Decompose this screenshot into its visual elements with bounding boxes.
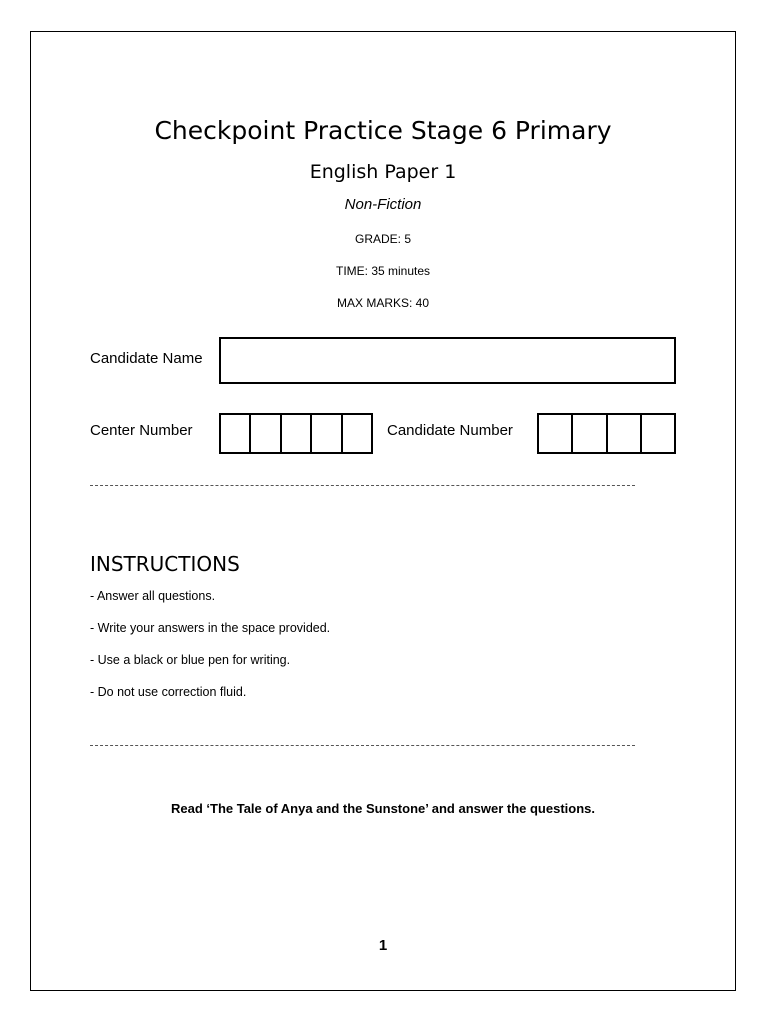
center-number-boxes[interactable] <box>219 413 373 454</box>
candidate-number-label: Candidate Number <box>387 422 513 439</box>
max-marks-text: MAX MARKS: 40 <box>336 296 430 310</box>
reading-prompt: Read ‘The Tale of Anya and the Sunstone’ and answer the questions. <box>170 801 596 816</box>
instructions-list <box>90 588 330 716</box>
grade-text: GRADE: 5 <box>354 232 411 246</box>
candidate-number-boxes[interactable] <box>537 413 676 454</box>
candidate-number-cell[interactable] <box>573 415 607 452</box>
center-number-label: Center Number <box>90 422 193 439</box>
center-number-cell[interactable] <box>251 415 281 452</box>
candidate-name-field[interactable] <box>219 337 676 384</box>
center-number-cell[interactable] <box>221 415 251 452</box>
candidate-name-label: Candidate Name <box>90 350 203 367</box>
page-number: 1 <box>378 937 388 954</box>
section-divider <box>90 485 635 486</box>
paper-genre: Non-Fiction <box>344 196 422 213</box>
center-number-cell[interactable] <box>282 415 312 452</box>
time-text: TIME: 35 minutes <box>335 264 431 278</box>
instruction-item: - Do not use correction fluid. <box>90 685 247 699</box>
section-divider <box>90 745 635 746</box>
center-number-cell[interactable] <box>343 415 371 452</box>
center-number-cell[interactable] <box>312 415 342 452</box>
instruction-item: - Use a black or blue pen for writing. <box>90 653 291 667</box>
instructions-heading: INSTRUCTIONS <box>90 552 240 576</box>
candidate-number-cell[interactable] <box>539 415 573 452</box>
instruction-item: - Write your answers in the space provided. <box>90 621 331 635</box>
candidate-number-cell[interactable] <box>608 415 642 452</box>
paper-subtitle: English Paper 1 <box>309 161 457 183</box>
instruction-item: - Answer all questions. <box>90 589 216 603</box>
exam-page <box>30 31 736 991</box>
candidate-number-cell[interactable] <box>642 415 674 452</box>
page-title: Checkpoint Practice Stage 6 Primary <box>154 116 612 145</box>
